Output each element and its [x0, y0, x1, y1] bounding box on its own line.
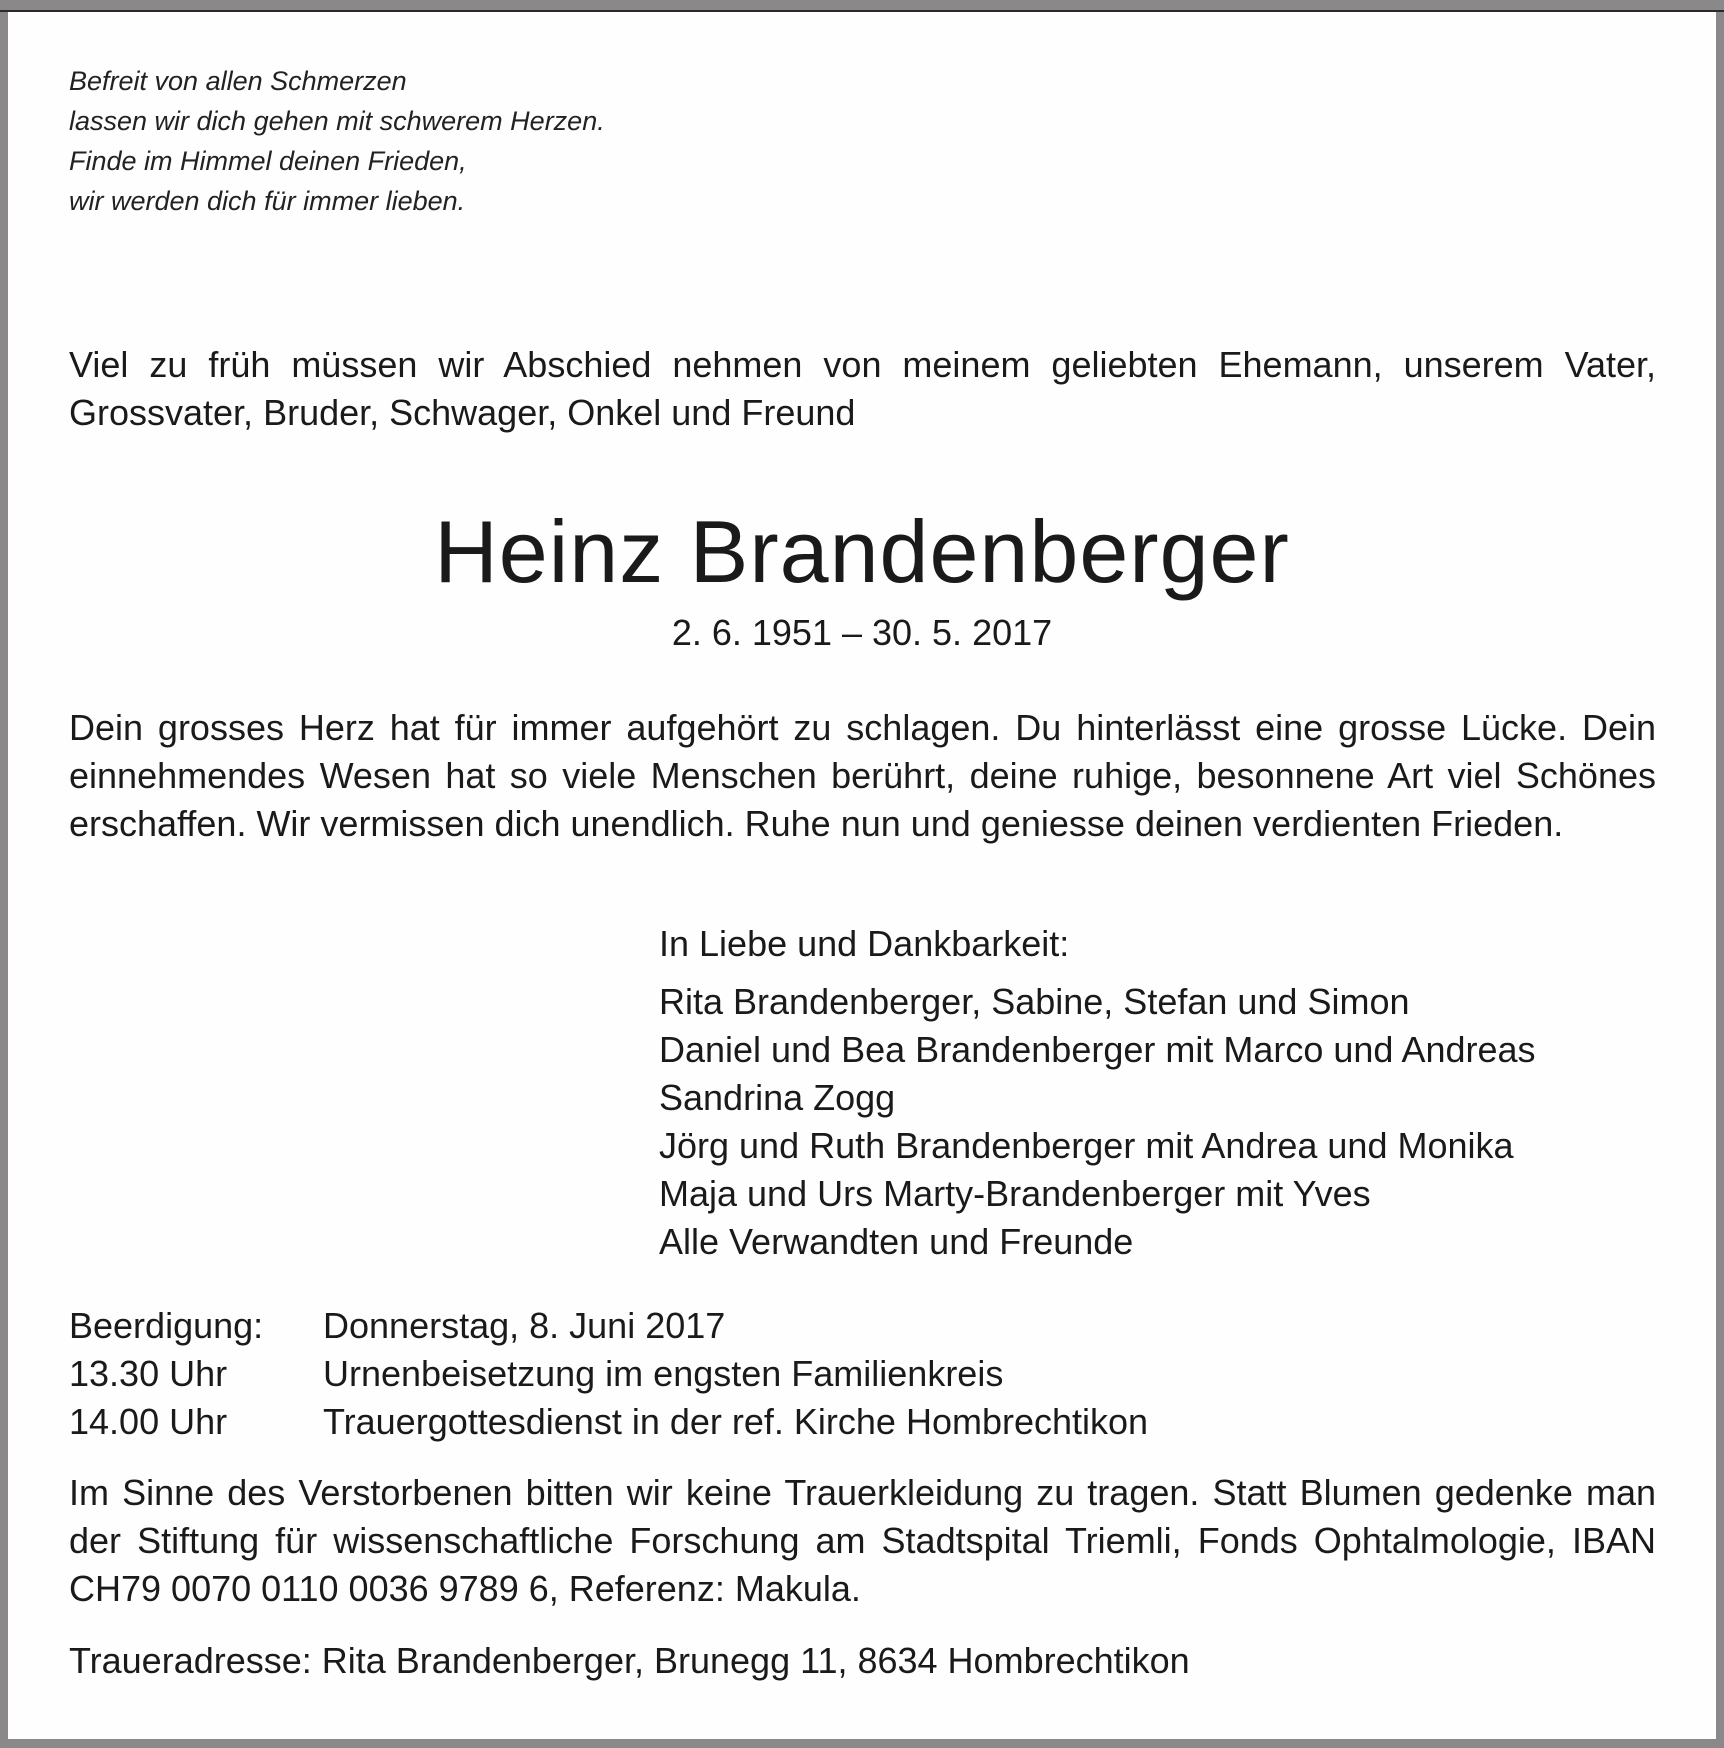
poem [69, 61, 1656, 221]
signoff: In Liebe und Dankbarkeit: [659, 923, 1070, 964]
poem-line: Finde im Himmel deinen Frieden, [69, 146, 467, 176]
funeral-schedule [69, 1302, 1656, 1446]
family-member: Alle Verwandten und Freunde [659, 1221, 1134, 1262]
tribute-text: Dein grosses Herz hat für immer aufgehört zu schlagen. Du hinterlässt eine grosse Lücke. Dein einnehmendes Wesen hat so viele Menschen berührt, deine ruhige, besonnene Art viel Schönes erschaffen. Wir vermissen dich unendlich. Ruhe nun und geniesse deinen verdienten Frieden. [69, 707, 1656, 844]
obituary-page [8, 12, 1716, 1739]
schedule-label: Beerdigung: [69, 1305, 264, 1346]
schedule-row [69, 1398, 1656, 1446]
poem-line: wir werden dich für immer lieben. [69, 186, 466, 216]
family-list [659, 978, 1659, 1266]
poem-line: lassen wir dich gehen mit schwerem Herzen. [69, 106, 605, 136]
poem-line: Befreit von allen Schmerzen [69, 66, 407, 96]
schedule-label: 14.00 Uhr [69, 1401, 228, 1442]
schedule-value: Trauergottesdienst in der ref. Kirche Hombrechtikon [323, 1401, 1149, 1442]
schedule-value: Urnenbeisetzung im engsten Familienkreis [323, 1353, 1004, 1394]
schedule-row [69, 1350, 1656, 1398]
family-member: Rita Brandenberger, Sabine, Stefan und Simon [659, 981, 1410, 1022]
family-member: Sandrina Zogg [659, 1077, 896, 1118]
intro-text: Viel zu früh müssen wir Abschied nehmen von meinem geliebten Ehemann, unserem Vater, Grossvater, Bruder, Schwager, Onkel und Freund [69, 344, 1656, 433]
life-dates: 2. 6. 1951 – 30. 5. 2017 [671, 612, 1053, 653]
schedule-value: Donnerstag, 8. Juni 2017 [323, 1305, 726, 1346]
schedule-row [69, 1302, 1656, 1350]
family-member: Jörg und Ruth Brandenberger mit Andrea und Monika [659, 1125, 1514, 1166]
schedule-label: 13.30 Uhr [69, 1353, 228, 1394]
family-member: Maja und Urs Marty-Brandenberger mit Yves [659, 1173, 1371, 1214]
family-member: Daniel und Bea Brandenberger mit Marco und Andreas [659, 1029, 1536, 1070]
donation-text: Im Sinne des Verstorbenen bitten wir keine Trauerkleidung zu tragen. Statt Blumen gedenke man der Stiftung für wissenschaftliche Forschung am Stadtspital Triemli, Fonds Ophtalmologie, IBAN CH79 0070 0110 0036 9789 6, Referenz: Makula. [69, 1472, 1656, 1609]
mourning-address: Traueradresse: Rita Brandenberger, Brunegg 11, 8634 Hombrechtikon [69, 1640, 1190, 1681]
deceased-name: Heinz Brandenberger [434, 502, 1290, 601]
